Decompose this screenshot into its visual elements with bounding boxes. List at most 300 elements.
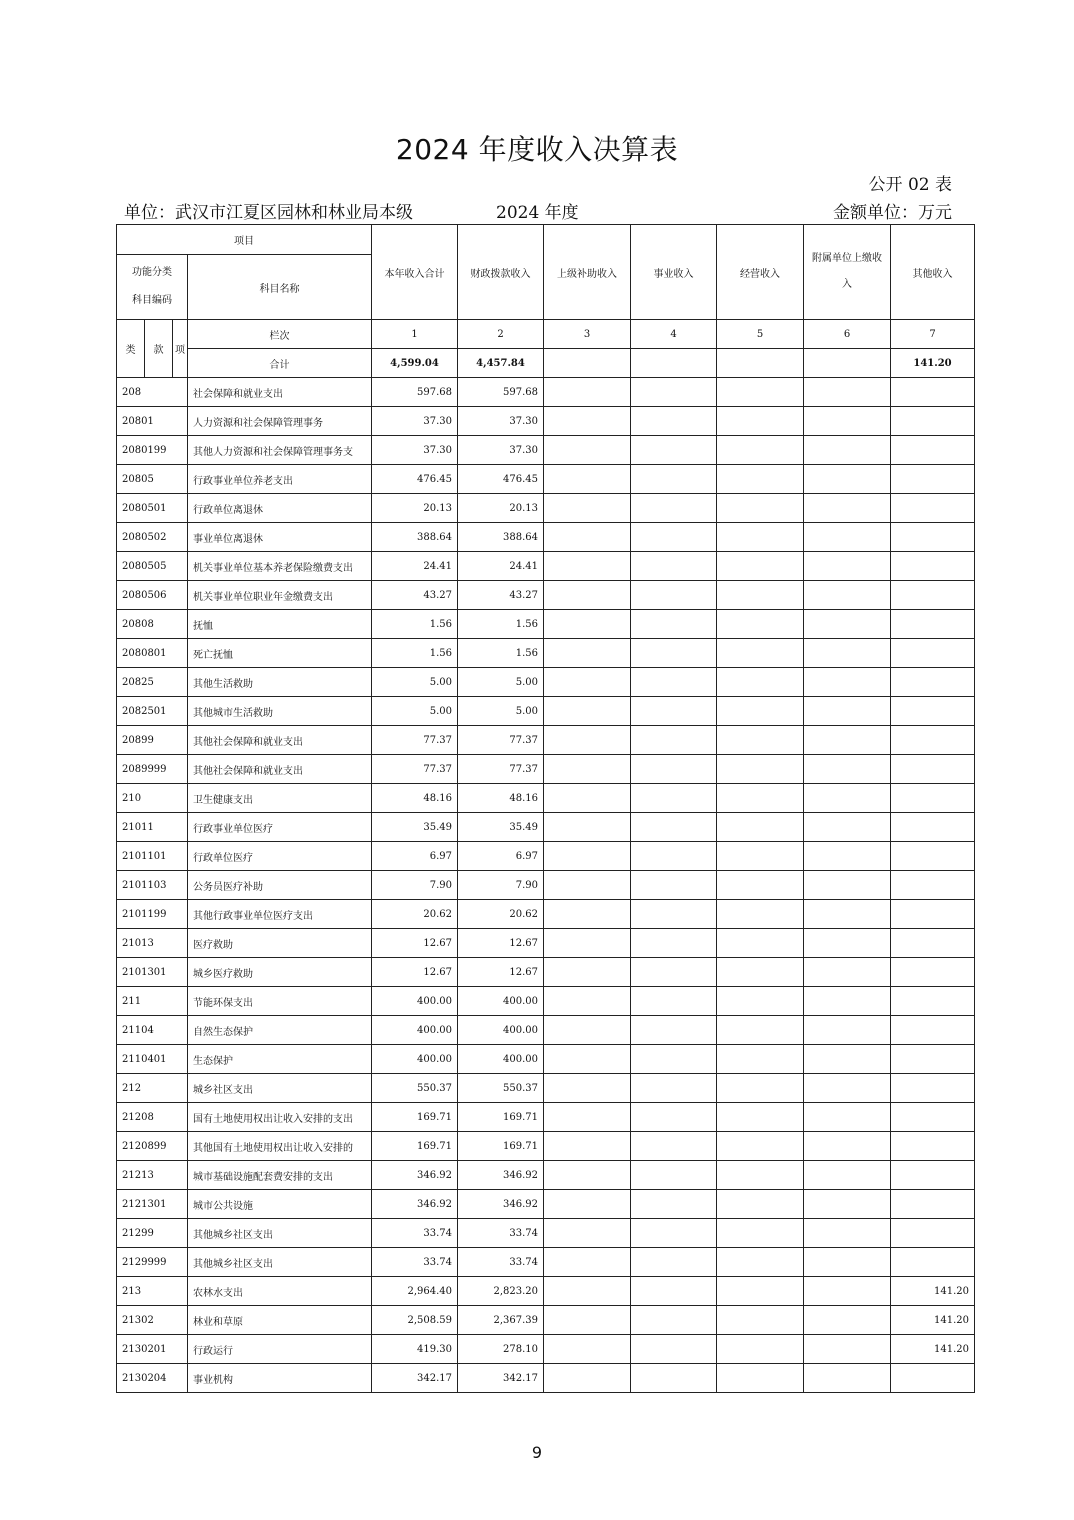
value-cell-col-3 [544,1016,631,1045]
value-cell-col-5 [717,1219,804,1248]
subject-name: 社会保障和就业支出 [188,378,372,407]
value-cell-col-4 [631,987,717,1016]
value-cell-col-7: 141.20 [891,1277,975,1306]
table-row [117,784,975,813]
value-cell-col-2: 1.56 [458,639,544,668]
header-func-class [117,255,188,320]
header-subject-code-label: 科目编码 [132,295,172,306]
table-row [117,1190,975,1219]
header-kuan: 款 [145,320,173,378]
value-cell-col-3 [544,1364,631,1393]
value-cell-col-3 [544,465,631,494]
value-cell-col-5 [717,1248,804,1277]
value-cell-col-5 [717,1161,804,1190]
value-cell-col-3 [544,581,631,610]
subject-name: 城乡社区支出 [188,1074,372,1103]
value-cell-col-7 [891,552,975,581]
col-number-7: 7 [891,320,975,349]
value-cell-col-5 [717,1103,804,1132]
subject-name: 其他社会保障和就业支出 [188,726,372,755]
value-cell-col-6 [804,813,891,842]
value-cell-col-1: 169.71 [372,1132,458,1161]
subject-name: 林业和草原 [188,1306,372,1335]
subject-code: 208 [117,378,188,407]
subject-code: 2130201 [117,1335,188,1364]
value-cell-col-6 [804,639,891,668]
subject-code: 2089999 [117,755,188,784]
value-cell-col-3 [544,1277,631,1306]
value-cell-col-4 [631,1190,717,1219]
total-value-1: 4,599.04 [372,349,458,378]
value-cell-col-1: 597.68 [372,378,458,407]
value-cell-col-7 [891,610,975,639]
value-cell-col-7 [891,697,975,726]
value-cell-col-4 [631,1277,717,1306]
value-cell-col-3 [544,1219,631,1248]
table-body [117,378,975,1393]
value-cell-col-2: 400.00 [458,1016,544,1045]
value-cell-col-5 [717,610,804,639]
subject-code: 2080501 [117,494,188,523]
value-cell-col-3 [544,668,631,697]
value-cell-col-4 [631,1161,717,1190]
value-cell-col-3 [544,1306,631,1335]
value-cell-col-5 [717,697,804,726]
form-number: 公开 02 表 [868,175,952,195]
value-cell-col-4 [631,784,717,813]
value-cell-col-3 [544,697,631,726]
value-cell-col-6 [804,1016,891,1045]
total-value-2: 4,457.84 [458,349,544,378]
value-cell-col-2: 24.41 [458,552,544,581]
value-cell-col-3 [544,494,631,523]
subject-name: 其他城乡社区支出 [188,1248,372,1277]
subject-code: 2101101 [117,842,188,871]
value-cell-col-3 [544,610,631,639]
value-cell-col-5 [717,436,804,465]
subject-name: 城乡医疗救助 [188,958,372,987]
value-cell-col-1: 48.16 [372,784,458,813]
value-cell-col-1: 35.49 [372,813,458,842]
value-cell-col-6 [804,523,891,552]
value-cell-col-7 [891,842,975,871]
value-cell-col-2: 597.68 [458,378,544,407]
value-cell-col-7 [891,1074,975,1103]
header-col-5: 经营收入 [717,225,804,320]
value-cell-col-6 [804,1161,891,1190]
subject-name: 其他国有土地使用权出让收入安排的 [188,1132,372,1161]
value-cell-col-3 [544,1103,631,1132]
value-cell-col-5 [717,523,804,552]
value-cell-col-2: 35.49 [458,813,544,842]
value-cell-col-3 [544,378,631,407]
value-cell-col-5 [717,958,804,987]
value-cell-col-4 [631,929,717,958]
value-cell-col-4 [631,639,717,668]
value-cell-col-3 [544,726,631,755]
value-cell-col-3 [544,436,631,465]
value-cell-col-7: 141.20 [891,1335,975,1364]
table-row [117,407,975,436]
subject-name: 国有土地使用权出让收入安排的支出 [188,1103,372,1132]
value-cell-col-5 [717,639,804,668]
value-cell-col-4 [631,1248,717,1277]
value-cell-col-3 [544,987,631,1016]
subject-name: 行政事业单位养老支出 [188,465,372,494]
value-cell-col-2: 388.64 [458,523,544,552]
value-cell-col-6 [804,1248,891,1277]
subject-code: 21213 [117,1161,188,1190]
value-cell-col-7 [891,581,975,610]
table-row [117,755,975,784]
subject-code: 213 [117,1277,188,1306]
subject-name: 其他行政事业单位医疗支出 [188,900,372,929]
value-cell-col-2: 12.67 [458,958,544,987]
value-cell-col-5 [717,871,804,900]
value-cell-col-3 [544,1074,631,1103]
table-row [117,436,975,465]
header-col-6 [804,225,891,320]
header-col-6-line1: 附属单位上缴收 [812,253,882,264]
value-cell-col-2: 20.62 [458,900,544,929]
table-row [117,1306,975,1335]
value-cell-col-5 [717,755,804,784]
subject-name: 公务员医疗补助 [188,871,372,900]
header-func-class-label: 功能分类 [132,267,172,278]
value-cell-col-2: 169.71 [458,1103,544,1132]
table-row [117,1335,975,1364]
subject-code: 2129999 [117,1248,188,1277]
value-cell-col-4 [631,726,717,755]
value-cell-col-4 [631,407,717,436]
value-cell-col-4 [631,1219,717,1248]
value-cell-col-1: 37.30 [372,436,458,465]
value-cell-col-4 [631,610,717,639]
value-cell-col-4 [631,668,717,697]
header-col-4: 事业收入 [631,225,717,320]
subject-code: 21104 [117,1016,188,1045]
subject-code: 20899 [117,726,188,755]
value-cell-col-3 [544,813,631,842]
col-number-1: 1 [372,320,458,349]
value-cell-col-4 [631,1132,717,1161]
value-cell-col-6 [804,929,891,958]
value-cell-col-3 [544,900,631,929]
value-cell-col-4 [631,871,717,900]
value-cell-col-5 [717,581,804,610]
col-number-5: 5 [717,320,804,349]
value-cell-col-6 [804,871,891,900]
value-cell-col-1: 6.97 [372,842,458,871]
value-cell-col-5 [717,668,804,697]
value-cell-col-3 [544,958,631,987]
value-cell-col-6 [804,900,891,929]
value-cell-col-1: 7.90 [372,871,458,900]
value-cell-col-4 [631,523,717,552]
table-row [117,900,975,929]
subject-code: 21299 [117,1219,188,1248]
value-cell-col-6 [804,1277,891,1306]
value-cell-col-7: 141.20 [891,1306,975,1335]
total-value-6 [804,349,891,378]
value-cell-col-1: 77.37 [372,755,458,784]
value-cell-col-1: 388.64 [372,523,458,552]
table-row [117,1132,975,1161]
value-cell-col-1: 346.92 [372,1190,458,1219]
money-unit-label: 金额单位：万元 [833,203,952,223]
value-cell-col-2: 169.71 [458,1132,544,1161]
value-cell-col-7 [891,1248,975,1277]
value-cell-col-7 [891,407,975,436]
value-cell-col-6 [804,755,891,784]
value-cell-col-5 [717,1045,804,1074]
value-cell-col-7 [891,1045,975,1074]
value-cell-col-5 [717,407,804,436]
value-cell-col-4 [631,1074,717,1103]
table-row [117,1016,975,1045]
value-cell-col-5 [717,1364,804,1393]
value-cell-col-6 [804,407,891,436]
value-cell-col-7 [891,987,975,1016]
subject-code: 21013 [117,929,188,958]
value-cell-col-2: 77.37 [458,755,544,784]
table-row [117,378,975,407]
page-number: 9 [531,1443,543,1462]
value-cell-col-7 [891,1132,975,1161]
value-cell-col-4 [631,552,717,581]
value-cell-col-6 [804,842,891,871]
value-cell-col-3 [544,784,631,813]
value-cell-col-1: 550.37 [372,1074,458,1103]
value-cell-col-7 [891,1190,975,1219]
subject-code: 2110401 [117,1045,188,1074]
value-cell-col-3 [544,755,631,784]
value-cell-col-5 [717,842,804,871]
value-cell-col-6 [804,465,891,494]
header-subject-name: 科目名称 [188,255,372,320]
table-row [117,1219,975,1248]
value-cell-col-5 [717,987,804,1016]
value-cell-col-3 [544,523,631,552]
value-cell-col-6 [804,958,891,987]
subject-code: 20825 [117,668,188,697]
total-value-4 [631,349,717,378]
value-cell-col-6 [804,726,891,755]
header-col-7: 其他收入 [891,225,975,320]
value-cell-col-3 [544,929,631,958]
total-value-7: 141.20 [891,349,975,378]
subject-name: 抚恤 [188,610,372,639]
header-lanci: 栏次 [188,320,372,349]
value-cell-col-4 [631,494,717,523]
value-cell-col-2: 400.00 [458,1045,544,1074]
subject-name: 行政单位离退休 [188,494,372,523]
subject-code: 2080506 [117,581,188,610]
value-cell-col-6 [804,1074,891,1103]
header-project: 项目 [117,225,372,255]
value-cell-col-6 [804,1335,891,1364]
value-cell-col-6 [804,552,891,581]
value-cell-col-5 [717,494,804,523]
value-cell-col-5 [717,465,804,494]
value-cell-col-5 [717,813,804,842]
value-cell-col-6 [804,697,891,726]
value-cell-col-7 [891,465,975,494]
table-row [117,726,975,755]
table-row [117,1277,975,1306]
table-row [117,552,975,581]
table-row [117,639,975,668]
subject-name: 城市基础设施配套费安排的支出 [188,1161,372,1190]
value-cell-col-1: 2,508.59 [372,1306,458,1335]
value-cell-col-6 [804,1103,891,1132]
value-cell-col-4 [631,1306,717,1335]
subject-code: 210 [117,784,188,813]
value-cell-col-5 [717,1335,804,1364]
value-cell-col-6 [804,610,891,639]
value-cell-col-2: 7.90 [458,871,544,900]
value-cell-col-7 [891,871,975,900]
subject-code: 21208 [117,1103,188,1132]
value-cell-col-5 [717,1306,804,1335]
value-cell-col-2: 48.16 [458,784,544,813]
header-col-1: 本年收入合计 [372,225,458,320]
value-cell-col-5 [717,1016,804,1045]
subject-code: 2121301 [117,1190,188,1219]
value-cell-col-6 [804,1364,891,1393]
value-cell-col-1: 37.30 [372,407,458,436]
subject-name: 行政运行 [188,1335,372,1364]
subject-code: 2130204 [117,1364,188,1393]
value-cell-col-1: 2,964.40 [372,1277,458,1306]
value-cell-col-7 [891,1103,975,1132]
col-number-3: 3 [544,320,631,349]
value-cell-col-2: 77.37 [458,726,544,755]
subject-name: 生态保护 [188,1045,372,1074]
subject-code: 212 [117,1074,188,1103]
value-cell-col-2: 346.92 [458,1190,544,1219]
value-cell-col-3 [544,1161,631,1190]
table-row [117,1103,975,1132]
value-cell-col-6 [804,668,891,697]
value-cell-col-5 [717,929,804,958]
value-cell-col-2: 2,823.20 [458,1277,544,1306]
value-cell-col-7 [891,726,975,755]
subject-code: 2080199 [117,436,188,465]
subject-name: 其他城乡社区支出 [188,1219,372,1248]
subject-code: 21302 [117,1306,188,1335]
value-cell-col-4 [631,1103,717,1132]
value-cell-col-2: 550.37 [458,1074,544,1103]
value-cell-col-7 [891,494,975,523]
value-cell-col-1: 77.37 [372,726,458,755]
subject-code: 2080502 [117,523,188,552]
table-row [117,610,975,639]
value-cell-col-3 [544,871,631,900]
value-cell-col-6 [804,581,891,610]
value-cell-col-3 [544,1190,631,1219]
value-cell-col-2: 476.45 [458,465,544,494]
value-cell-col-7 [891,958,975,987]
value-cell-col-6 [804,987,891,1016]
value-cell-col-7 [891,1364,975,1393]
value-cell-col-7 [891,755,975,784]
value-cell-col-2: 400.00 [458,987,544,1016]
value-cell-col-4 [631,436,717,465]
value-cell-col-5 [717,552,804,581]
value-cell-col-5 [717,1277,804,1306]
value-cell-col-4 [631,842,717,871]
subject-name: 行政单位医疗 [188,842,372,871]
value-cell-col-7 [891,784,975,813]
value-cell-col-6 [804,1132,891,1161]
value-cell-col-1: 1.56 [372,639,458,668]
value-cell-col-2: 5.00 [458,697,544,726]
value-cell-col-3 [544,842,631,871]
value-cell-col-1: 419.30 [372,1335,458,1364]
value-cell-col-2: 37.30 [458,407,544,436]
value-cell-col-7 [891,1219,975,1248]
table-row [117,1074,975,1103]
table-row [117,668,975,697]
table-row [117,987,975,1016]
value-cell-col-1: 5.00 [372,697,458,726]
value-cell-col-4 [631,813,717,842]
value-cell-col-6 [804,1190,891,1219]
subject-code: 2101301 [117,958,188,987]
subject-name: 其他社会保障和就业支出 [188,755,372,784]
value-cell-col-4 [631,378,717,407]
value-cell-col-4 [631,581,717,610]
table-row [117,1045,975,1074]
subject-name: 行政事业单位医疗 [188,813,372,842]
page-title: 2024 年度收入决算表 [395,133,679,166]
table-row [117,871,975,900]
value-cell-col-2: 43.27 [458,581,544,610]
subject-code: 2080801 [117,639,188,668]
subject-name: 自然生态保护 [188,1016,372,1045]
value-cell-col-3 [544,1335,631,1364]
value-cell-col-1: 5.00 [372,668,458,697]
value-cell-col-5 [717,784,804,813]
value-cell-col-7 [891,523,975,552]
income-table [116,224,975,1393]
value-cell-col-5 [717,1074,804,1103]
table-row [117,494,975,523]
header-col-6-line2: 入 [842,279,852,290]
subject-name: 其他人力资源和社会保障管理事务支 [188,436,372,465]
table-row [117,1161,975,1190]
subject-code: 2120899 [117,1132,188,1161]
subject-name: 农林水支出 [188,1277,372,1306]
value-cell-col-2: 33.74 [458,1219,544,1248]
subject-name: 死亡抚恤 [188,639,372,668]
year-label: 2024 年度 [496,203,579,223]
subject-name: 机关事业单位基本养老保险缴费支出 [188,552,372,581]
value-cell-col-1: 1.56 [372,610,458,639]
subject-code: 2101199 [117,900,188,929]
table-row [117,1248,975,1277]
header-xiang: 项 [173,320,188,378]
table-row [117,523,975,552]
table-row [117,1364,975,1393]
header-lei: 类 [117,320,145,378]
value-cell-col-1: 400.00 [372,1016,458,1045]
value-cell-col-1: 169.71 [372,1103,458,1132]
value-cell-col-4 [631,958,717,987]
table-row [117,465,975,494]
value-cell-col-5 [717,726,804,755]
